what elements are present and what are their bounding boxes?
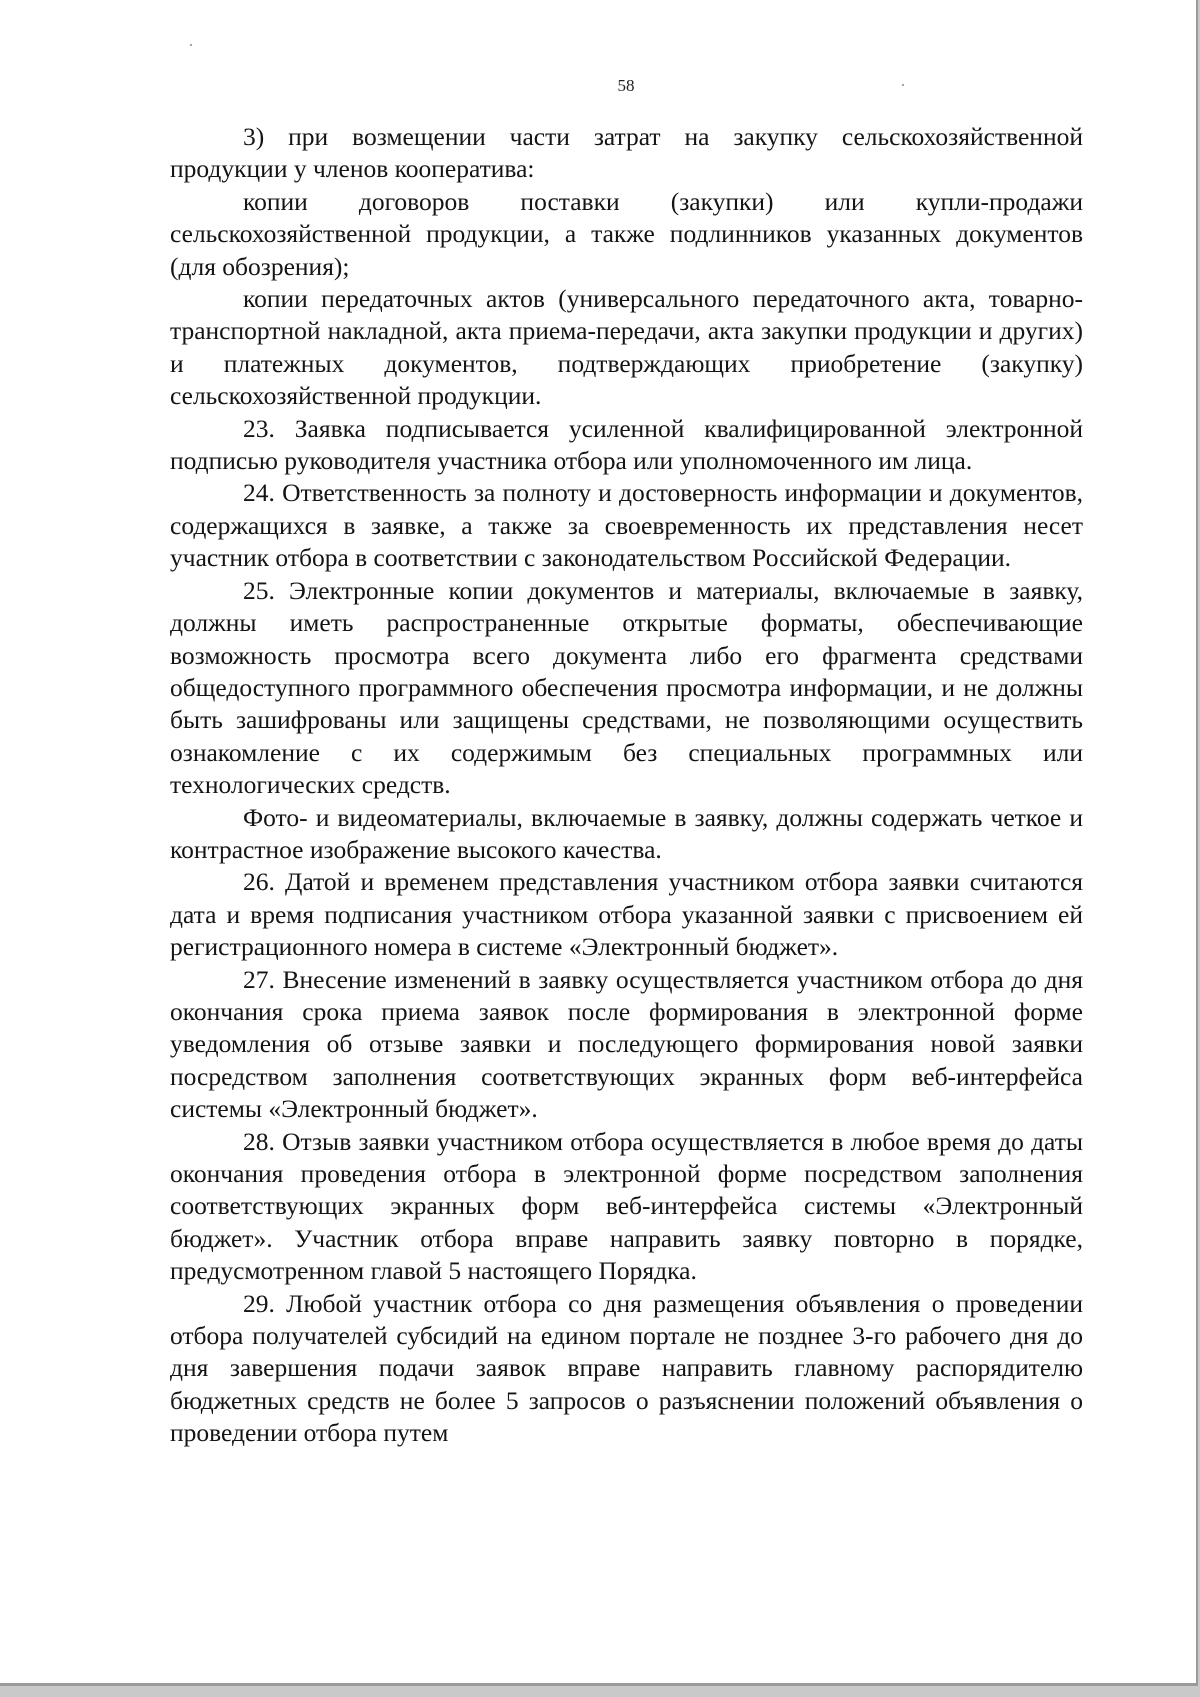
scan-speck [190,44,192,46]
paragraph-25: 25. Электронные копии документов и материалы, включаемые в заявку, должны иметь распространенные открытые форматы, обеспечивающие возможность просмотра всего документа либо его фрагмента средствами общедоступного программного обеспечения просмотра информации, и не должны быть зашифрованы или защищены средствами, не позволяющими осуществить ознакомление с их содержимым без специальных программных или технологических средств. [170,575,1083,800]
paragraph-contract-copies: копии договоров поставки (закупки) или купли-продажи сельскохозяйственной продукции, а также подлинников указанных документов (для обозрения); [170,186,1083,281]
paragraph-item-3-intro: 3) при возмещении части затрат на закупку сельскохозяйственной продукции у членов кооператива: [170,122,1083,184]
paragraph-26: 26. Датой и временем представления участником отбора заявки считаются дата и время подписания участником отбора указанной заявки с присвоением ей регистрационного номера в системе «Электронный бюджет». [170,867,1083,962]
document-body [170,121,1083,1450]
paragraph-28: 28. Отзыв заявки участником отбора осуществляется в любое время до даты окончания проведения отбора в электронной форме посредством заполнения соответствующих экранных форм веб-интерфейса системы «Электронный бюджет». Участник отбора вправе направить заявку повторно в порядке, предусмотренном главой 5 настоящего Порядка. [170,1126,1083,1286]
paragraph-23: 23. Заявка подписывается усиленной квалифицированной электронной подписью руководителя участника отбора или уполномоченного им лица. [170,413,1083,476]
paragraph-27: 27. Внесение изменений в заявку осуществляется участником отбора до дня окончания срока приема заявок после формирования в электронной форме уведомления об отзыве заявки и последующего формирования новой заявки посредством заполнения соответствующих экранных форм веб-интерфейса системы «Электронный бюджет». [170,964,1083,1124]
paragraph-photo-video: Фото- и видеоматериалы, включаемые в заявку, должны содержать четкое и контрастное изображение высокого качества. [170,802,1083,864]
paragraph-24: 24. Ответственность за полноту и достоверность информации и документов, содержащихся в заявке, а также за своевременность их представления несет участник отбора в соответствии с законодательством Российской Федерации. [170,478,1083,573]
page-number: 58 [617,76,635,95]
paragraph-transfer-acts: копии передаточных актов (универсального передаточного акта, товарно-транспортной накладной, акта приема-передачи, акта закупки продукции и других) и платежных документов, подтверждающих приобретение (закупку) сельскохозяйственной продукции. [170,284,1083,411]
paragraph-29: 29. Любой участник отбора со дня размещения объявления о проведении отбора получателей субсидий на едином портале не позднее 3-го рабочего дня до дня завершения подачи заявок вправе направить главному распорядителю бюджетных средств не более 5 запросов о разъяснении положений объявления о проведении отбора путем [170,1288,1083,1448]
